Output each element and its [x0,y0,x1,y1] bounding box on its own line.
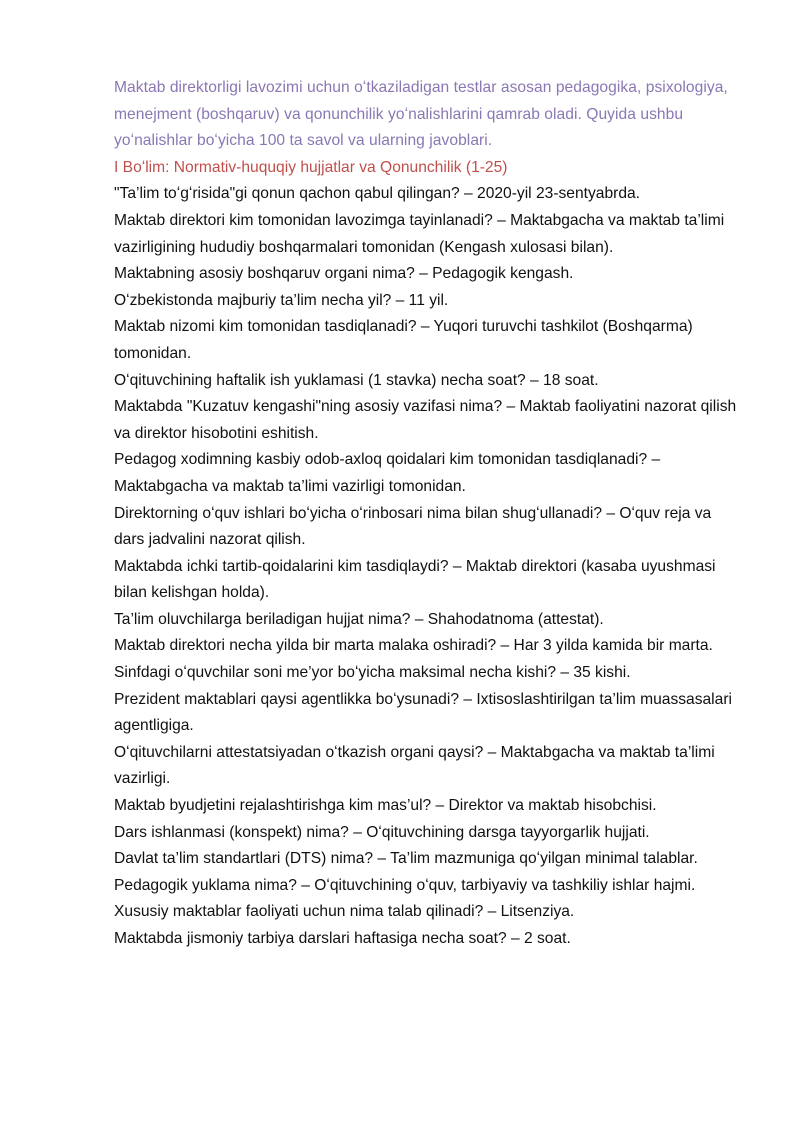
qa-item: Davlat ta’lim standartlari (DTS) nima? – Ta’lim mazmuniga qoʻyilgan minimal talablar. [114,850,698,868]
qa-item: Maktabda "Kuzatuv kengashi"ning asosiy vazifasi nima? – Maktab faoliyatini nazorat qilish va direktor hisobotini eshitish. [114,398,737,442]
qa-item: Oʻqituvchining haftalik ish yuklamasi (1 stavka) necha soat? – 18 soat. [114,371,599,389]
qa-item: Xususiy maktablar faoliyati uchun nima talab qilinadi? – Litsenziya. [114,903,575,921]
qa-item: Prezident maktablari qaysi agentlikka boʻysunadi? – Ixtisoslashtirilgan ta’lim muassasalari agentligiga. [114,690,732,735]
qa-item: Maktab nizomi kim tomonidan tasdiqlanadi? – Yuqori turuvchi tashkilot (Boshqarma) tomonidan. [114,318,693,362]
qa-item: Oʻqituvchilarni attestatsiyadan oʻtkazish organi qaysi? – Maktabgacha va maktab ta’limi vazirligi. [114,743,715,788]
qa-item: Oʻzbekistonda majburiy ta’lim necha yil? – 11 yil. [114,291,449,309]
document-page [114,75,744,953]
qa-item: Maktabda jismoniy tarbiya darslari haftasiga necha soat? – 2 soat. [114,930,571,947]
qa-item: Direktorning oʻquv ishlari boʻyicha oʻrinbosari nima bilan shugʻullanadi? – Oʻquv reja va dars jadvalini nazorat qilish. [114,504,712,549]
qa-item: Pedagog xodimning kasbiy odob-axloq qoidalari kim tomonidan tasdiqlanadi? – Maktabgacha va maktab ta’limi vazirligi tomonidan. [114,451,661,495]
qa-item: "Ta’lim toʻgʻrisida"gi qonun qachon qabul qilingan? – 2020-yil 23-sentyabrda. [114,185,640,203]
qa-item: Maktab direktori kim tomonidan lavozimga tayinlanadi? – Maktabgacha va maktab ta’limi vazirligining hududiy boshqarmalari tomonidan (Kengash xulosasi bilan). [114,211,725,256]
qa-item: Maktabning asosiy boshqaruv organi nima? – Pedagogik kengash. [114,265,574,283]
qa-item: Sinfdagi oʻquvchilar soni me’yor boʻyicha maksimal necha kishi? – 35 kishi. [114,664,631,682]
qa-item: Ta’lim oluvchilarga beriladigan hujjat nima? – Shahodatnoma (attestat). [114,610,604,628]
qa-item: Maktabda ichki tartib-qoidalarini kim tasdiqlaydi? – Maktab direktori (kasaba uyushmasi bilan kelishgan holda). [114,557,716,602]
qa-item: Maktab direktori necha yilda bir marta malaka oshiradi? – Har 3 yilda kamida bir marta. [114,637,713,655]
question-answer-list [114,181,744,952]
section-heading: I Boʻlim: Normativ-huquqiy hujjatlar va Qonunchilik (1-25) [114,158,508,176]
qa-item: Dars ishlanmasi (konspekt) nima? – Oʻqituvchining darsga tayyorgarlik hujjati. [114,823,650,841]
qa-item: Pedagogik yuklama nima? – Oʻqituvchining oʻquv, tarbiyaviy va tashkiliy ishlar hajmi. [114,876,696,894]
intro-paragraph: Maktab direktorligi lavozimi uchun oʻtkaziladigan testlar asosan pedagogika, psixologiya, menejment (boshqaruv) va qonunchilik yoʻnalishlarini qamrab oladi. Quyida ushbu yoʻnalishlar boʻyicha 100 ta savol va ularning javoblari. [114,79,728,150]
qa-item: Maktab byudjetini rejalashtirishga kim mas’ul? – Direktor va maktab hisobchisi. [114,797,657,815]
